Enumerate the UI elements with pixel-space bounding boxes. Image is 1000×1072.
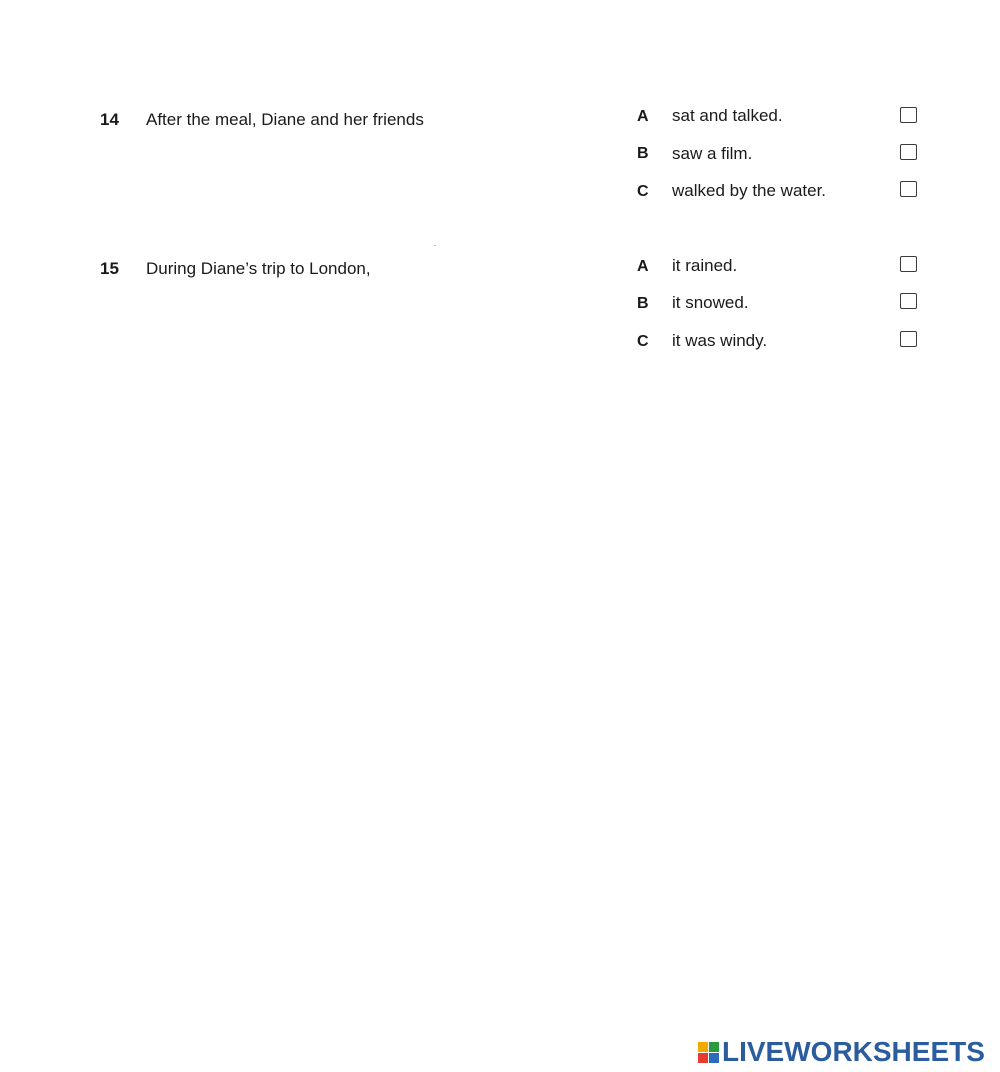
- answer-checkbox[interactable]: [900, 144, 917, 160]
- option-text: saw a film.: [672, 144, 753, 163]
- option-15-b[interactable]: [0, 292, 1000, 316]
- logo-square: [698, 1042, 708, 1052]
- option-text: it snowed.: [672, 293, 749, 312]
- logo-square: [709, 1053, 719, 1063]
- question-number: 14: [100, 110, 119, 129]
- answer-checkbox[interactable]: [900, 256, 917, 272]
- option-text: sat and talked.: [672, 106, 783, 125]
- question-text: During Diane’s trip to London,: [146, 259, 371, 278]
- option-14-a[interactable]: [0, 106, 1000, 130]
- answer-checkbox[interactable]: [900, 331, 917, 347]
- answer-checkbox[interactable]: [900, 293, 917, 309]
- option-14-c[interactable]: [0, 180, 1000, 204]
- option-15-a[interactable]: [0, 255, 1000, 279]
- option-text: walked by the water.: [672, 181, 827, 200]
- scan-speck: [434, 245, 436, 246]
- logo-mark-icon: [698, 1042, 719, 1063]
- option-letter: B: [637, 295, 649, 312]
- option-text: it was windy.: [672, 331, 768, 350]
- logo-text: LIVEWORKSHEETS: [722, 1036, 985, 1067]
- option-text: it rained.: [672, 256, 738, 275]
- option-15-c[interactable]: [0, 330, 1000, 354]
- option-letter: B: [637, 145, 649, 162]
- option-14-b[interactable]: [0, 143, 1000, 167]
- answer-checkbox[interactable]: [900, 181, 917, 197]
- question-number: 15: [100, 259, 119, 278]
- option-letter: C: [637, 183, 649, 200]
- option-letter: C: [637, 333, 649, 350]
- logo-square: [709, 1042, 719, 1052]
- answer-checkbox[interactable]: [900, 107, 917, 123]
- question-text: After the meal, Diane and her friends: [146, 110, 424, 129]
- option-letter: A: [637, 108, 649, 125]
- liveworksheets-logo: [698, 1036, 985, 1068]
- option-letter: A: [637, 258, 649, 275]
- logo-square: [698, 1053, 708, 1063]
